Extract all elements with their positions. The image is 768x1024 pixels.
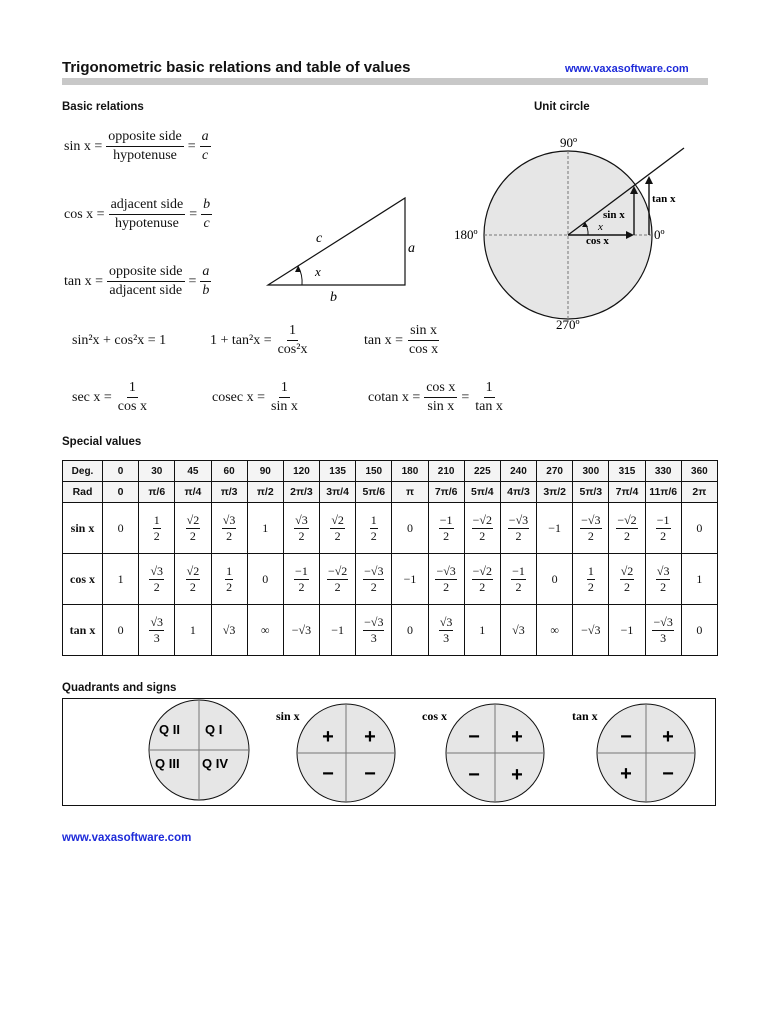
fraction-value: $\frac{1}{2}$ [587,564,594,594]
cos-den: hypotenuse [115,216,179,232]
value-cell [175,554,211,605]
deg-cell: 210 [428,461,464,482]
table-row [63,554,718,605]
circle-angle-label: x [598,221,603,233]
value-cell [428,554,464,605]
value-cell [175,503,211,554]
value-cell [464,503,500,554]
cos-definition: cos x = $\frac{\text{adjacent side}}{\text{hypotenuse}}$ = $\frac{b}{c}$ [64,197,211,232]
deg-cell: 330 [645,461,681,482]
tan-sec-num: 1 [287,323,298,341]
label-180: 180º [454,227,478,242]
tan-def-num: sin x [408,323,439,341]
q2-label: Q II [159,722,180,737]
basic-relations-heading: Basic relations [62,101,144,113]
cotan-num2: 1 [484,380,495,398]
header-rule [62,78,708,85]
deg-header: Deg. [63,461,103,482]
fraction-value: $\frac{-1}{2}$ [295,564,308,594]
value-cell [500,554,536,605]
tan-den2: b [202,283,210,299]
cosec-identity [212,380,300,415]
tan-sec-den: cos²x [277,342,308,358]
value-cell: 0 [103,503,139,554]
value-cell [428,605,464,656]
value-cell: 1 [103,554,139,605]
row-label: tan x [63,605,103,656]
hyp-label: c [316,231,323,246]
value-cell: ∞ [537,605,573,656]
value-cell: 1 [175,605,211,656]
value-cell: 0 [681,605,717,656]
header-link[interactable]: www.vaxasoftware.com [565,63,689,75]
tan-def-den: cos x [409,342,439,358]
sin-q3-sign: − [322,763,334,785]
tan-q4-sign: − [662,763,674,785]
special-values-heading: Special values [62,436,142,448]
deg-cell: 0 [103,461,139,482]
fraction-value: $\frac{-√2}{2}$ [327,564,348,594]
sin-den2: c [202,148,209,164]
page-title: Trigonometric basic relations and table of values [62,59,411,76]
fraction-value: $\frac{-√2}{2}$ [617,513,637,543]
tan-sec-identity [210,323,309,358]
quadrant-diagrams [62,698,714,806]
sin-num: opposite side [106,129,184,147]
cos-segment-label: cos x [586,235,609,247]
value-cell: 0 [392,605,428,656]
q3-label: Q III [155,756,180,771]
sin-definition: sin x = $\frac{\text{opposite side}}{\text{hypotenuse}}$ = $\frac{a}{c}$ [64,129,209,164]
tan-num: opposite side [107,264,185,282]
deg-cell: 300 [573,461,609,482]
rad-cell: π/6 [139,482,175,503]
value-cell: −1 [609,605,645,656]
rad-cell: 3π/2 [537,482,573,503]
label-270: 270º [556,317,580,332]
value-cell [500,503,536,554]
label-0: 0º [654,227,665,242]
value-cell [211,503,247,554]
value-cell: 1 [464,605,500,656]
cos-lhs: cos x = [64,206,105,222]
fraction-value: $\frac{-√3}{2}$ [364,564,384,594]
cotan-identity: cotan x = $\frac{\text{cos x}}{\text{sin x}}$ = $\frac{1}{\text{tan x}}$ [368,380,503,415]
cotan-den: sin x [427,399,455,415]
value-cell [609,554,645,605]
value-cell: √3 [500,605,536,656]
rad-cell: 4π/3 [500,482,536,503]
value-cell: −√3 [573,605,609,656]
quadrants-heading: Quadrants and signs [62,682,177,694]
cotan-den2: tan x [475,399,503,415]
fraction-value: $\frac{√2}{2}$ [186,564,200,594]
deg-cell: 30 [139,461,175,482]
q1-label: Q I [205,722,223,737]
value-cell [573,554,609,605]
cos-q1-sign: + [511,726,523,748]
special-values-table [62,460,718,656]
fraction-value: $\frac{√3}{2}$ [656,564,670,594]
tan-ratio-identity [364,323,440,358]
deg-cell: 150 [356,461,392,482]
cosec-num: 1 [279,380,290,398]
cos-signs-label: cos x [422,709,447,723]
sec-lhs: sec x = [72,389,112,405]
cos-num2: b [201,197,212,215]
rad-header: Rad [63,482,103,503]
rad-cell: 7π/4 [609,482,645,503]
footer-link[interactable]: www.vaxasoftware.com [62,832,192,844]
rad-cell: 5π/6 [356,482,392,503]
tan-num2: a [200,264,211,282]
rad-cell: 5π/3 [573,482,609,503]
row-label: cos x [63,554,103,605]
value-cell [283,554,319,605]
value-cell [139,503,175,554]
fraction-value: $\frac{√3}{3}$ [150,615,164,645]
cosec-lhs: cosec x = [212,389,265,405]
fraction-value: $\frac{-1}{2}$ [439,513,453,543]
adj-label: b [330,290,337,305]
unit-circle-diagram [450,130,700,340]
deg-cell: 60 [211,461,247,482]
value-cell [645,554,681,605]
value-cell: 0 [247,554,283,605]
value-cell: √3 [211,605,247,656]
value-cell: 0 [392,503,428,554]
value-cell [356,605,392,656]
value-cell: 1 [681,554,717,605]
tan-den: adjacent side [109,283,183,299]
right-triangle-diagram [260,190,430,305]
value-cell [573,503,609,554]
unit-circle-heading: Unit circle [534,101,590,113]
sin-q4-sign: − [364,763,376,785]
tan-signs-label: tan x [572,709,598,723]
tan-q2-sign: − [620,726,632,748]
value-cell: ∞ [247,605,283,656]
value-cell: 0 [103,605,139,656]
sin-lhs: sin x = [64,138,103,154]
deg-cell: 315 [609,461,645,482]
cos-q3-sign: − [468,764,480,786]
value-cell: 1 [247,503,283,554]
cotan-lhs: cotan x = [368,389,421,405]
rad-cell: 2π [681,482,717,503]
deg-cell: 240 [500,461,536,482]
q4-label: Q IV [202,756,229,771]
value-cell: −1 [537,503,573,554]
sin-num2: a [200,129,211,147]
fraction-value: $\frac{-1}{2}$ [656,513,670,543]
tan-segment-label: tan x [652,193,676,205]
sin-segment-label: sin x [603,209,625,221]
value-cell: 0 [681,503,717,554]
table-row [63,503,718,554]
cotan-num: cos x [424,380,457,398]
rad-cell: 0 [103,482,139,503]
fraction-value: $\frac{-√2}{2}$ [472,564,492,594]
sec-den: cos x [117,399,147,415]
value-cell [211,554,247,605]
value-cell: 0 [537,554,573,605]
value-cell [464,554,500,605]
value-cell [645,605,681,656]
value-cell [139,554,175,605]
fraction-value: $\frac{-√3}{3}$ [364,615,384,645]
table-row [63,605,718,656]
deg-cell: 180 [392,461,428,482]
pythagorean-identity: sin²x + cos²x = 1 [72,333,167,348]
deg-cell: 90 [247,461,283,482]
table-row [63,482,718,503]
tan-definition: tan x = $\frac{\text{opposite side}}{\text{adjacent side}}$ = $\frac{a}{b}$ [64,264,210,299]
deg-cell: 360 [681,461,717,482]
opp-label: a [408,241,415,256]
value-cell [139,605,175,656]
tan-lhs: tan x = [64,273,103,289]
fraction-value: $\frac{√3}{2}$ [222,513,236,543]
sec-identity [72,380,149,415]
value-cell [356,554,392,605]
rad-cell: π [392,482,428,503]
rad-cell: 3π/4 [320,482,356,503]
fraction-value: $\frac{1}{2}$ [370,513,377,543]
deg-cell: 45 [175,461,211,482]
fraction-value: $\frac{-√3}{2}$ [508,513,529,543]
label-90: 90º [560,135,578,150]
cos-q4-sign: + [511,764,523,786]
fraction-value: $\frac{1}{2}$ [226,564,233,594]
cosec-den: sin x [271,399,298,415]
fraction-value: $\frac{-1}{2}$ [512,564,525,594]
sin-den: hypotenuse [113,148,177,164]
value-cell [320,503,356,554]
sin-q2-sign: + [322,726,334,748]
rad-cell: 7π/6 [428,482,464,503]
tan-def-lhs: tan x = [364,332,403,348]
rad-cell: π/2 [247,482,283,503]
deg-cell: 135 [320,461,356,482]
row-label: sin x [63,503,103,554]
deg-cell: 225 [464,461,500,482]
angle-label: x [315,264,321,279]
fraction-value: $\frac{√3}{2}$ [295,513,308,543]
fraction-value: $\frac{√3}{3}$ [439,615,453,645]
sin-signs-label: sin x [276,709,300,723]
rad-cell: 2π/3 [283,482,319,503]
cos-den2: c [203,216,210,232]
value-cell [283,503,319,554]
value-cell: −√3 [283,605,319,656]
fraction-value: $\frac{√2}{2}$ [331,513,344,543]
value-cell [609,503,645,554]
value-cell [356,503,392,554]
value-cell: −1 [320,605,356,656]
fraction-value: $\frac{-√2}{2}$ [472,513,492,543]
deg-cell: 270 [537,461,573,482]
tan-q1-sign: + [662,726,674,748]
rad-cell: 11π/6 [645,482,681,503]
rad-cell: π/4 [175,482,211,503]
table-row [63,461,718,482]
fraction-value: $\frac{√2}{2}$ [186,513,200,543]
value-cell: −1 [392,554,428,605]
cos-num: adjacent side [109,197,186,215]
cos-q2-sign: − [468,726,480,748]
fraction-value: $\frac{-√3}{2}$ [581,513,601,543]
fraction-value: $\frac{-√3}{2}$ [436,564,456,594]
fraction-value: $\frac{-√3}{3}$ [653,615,673,645]
value-cell [428,503,464,554]
rad-cell: π/3 [211,482,247,503]
deg-cell: 120 [283,461,319,482]
value-cell [320,554,356,605]
value-cell [645,503,681,554]
tan-sec-lhs: 1 + tan²x = [210,332,272,348]
sin-q1-sign: + [364,726,376,748]
rad-cell: 5π/4 [464,482,500,503]
fraction-value: $\frac{√2}{2}$ [620,564,634,594]
tan-q3-sign: + [620,763,632,785]
fraction-value: $\frac{1}{2}$ [153,513,160,543]
sec-num: 1 [127,380,138,398]
fraction-value: $\frac{√3}{2}$ [150,564,164,594]
